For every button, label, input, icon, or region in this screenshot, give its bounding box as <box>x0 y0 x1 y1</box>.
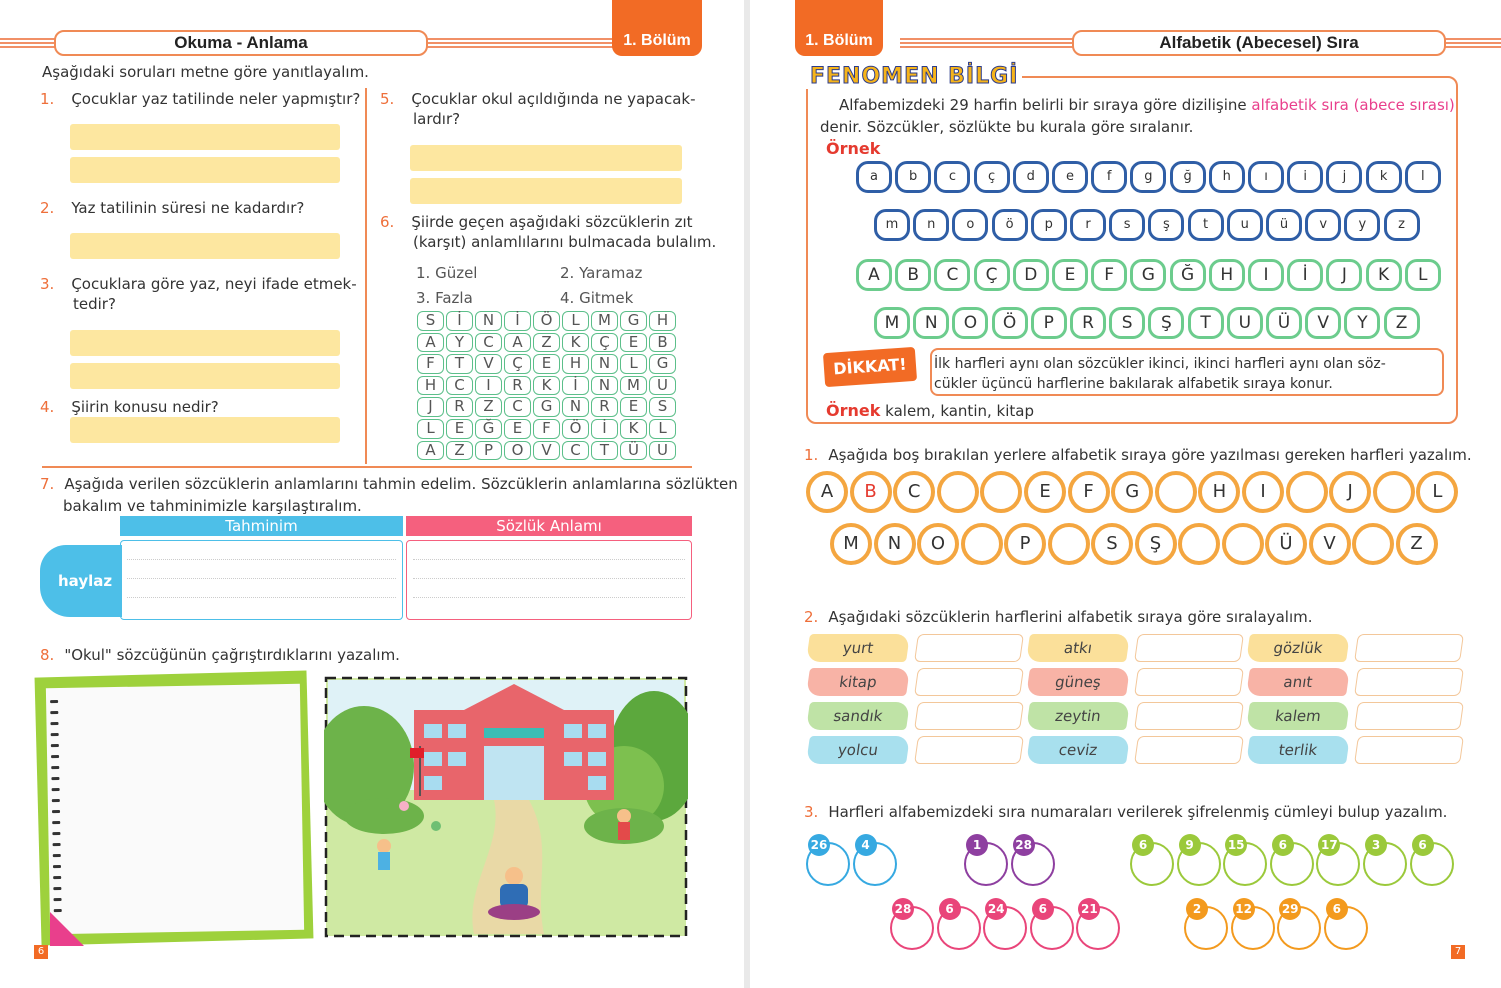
word-search-cell[interactable]: B <box>649 333 676 353</box>
letter-box: h <box>1209 161 1245 193</box>
letter-box: r <box>1070 209 1106 241</box>
word-search-grid[interactable] <box>416 310 677 461</box>
blank-letter-circle[interactable] <box>1222 523 1264 565</box>
word-search-cell[interactable]: C <box>504 397 531 417</box>
word-tag: gözlük <box>1246 634 1350 662</box>
cipher-number-badge: 17 <box>1318 834 1340 856</box>
word-search-cell[interactable]: K <box>533 376 560 396</box>
question-4: 4. Şiirin konusu nedir? <box>40 398 219 416</box>
spiral-ring <box>52 810 60 813</box>
word-tag: atkı <box>1026 634 1130 662</box>
exercise-1: 1. Aşağıda boş bırakılan yerlere alfabetik sıraya göre yazılması gereken harfleri yazalım. <box>804 446 1472 464</box>
letter-box: z <box>1384 209 1420 241</box>
column-header-dictionary: Sözlük Anlamı <box>406 516 692 536</box>
sorted-letters-box[interactable] <box>914 702 1024 730</box>
spiral-ring <box>53 843 61 846</box>
dikkat-text: İlk harfleri aynı olan sözcükler ikinci, ikinci harfleri aynı olan söz- cükler üçüncü harflerine bakılarak alfabetik sıraya konur. <box>934 356 1386 392</box>
question-7: 7. Aşağıda verilen sözcüklerin anlamlarını tahmin edelim. Sözcüklerin anlamlarına sözlükten bakalım ve tahminimizle karşılaştıralım. <box>40 475 738 515</box>
letter-circle: Ü <box>1265 523 1307 565</box>
word-search-cell[interactable]: A <box>417 441 444 461</box>
cipher-number-badge: 24 <box>985 898 1007 920</box>
sorted-letters-box[interactable] <box>1134 668 1244 696</box>
spiral-ring <box>50 711 58 714</box>
word-search-cell[interactable]: H <box>417 376 444 396</box>
word-search-cell[interactable]: L <box>417 419 444 439</box>
cipher-number-badge: 4 <box>855 834 877 856</box>
header-stripes <box>425 38 615 50</box>
fenomen-logo: FENOMEN BİLGİ <box>806 64 1022 89</box>
word-search-cell[interactable]: T <box>446 354 473 374</box>
sorted-letters-box[interactable] <box>1134 634 1244 662</box>
letter-circle: S <box>1091 523 1133 565</box>
letter-box: P <box>1031 307 1067 339</box>
letter-box: Z <box>1384 307 1420 339</box>
word-search-cell[interactable]: O <box>504 441 531 461</box>
letter-box: s <box>1109 209 1145 241</box>
spiral-ring <box>51 777 59 780</box>
letter-box: Ş <box>1148 307 1184 339</box>
word-search-cell[interactable]: N <box>591 354 618 374</box>
letter-circle: Z <box>1396 523 1438 565</box>
letter-box: ğ <box>1170 161 1206 193</box>
letter-box: R <box>1070 307 1106 339</box>
cipher-number-badge: 9 <box>1179 834 1201 856</box>
sorted-letters-box[interactable] <box>1134 702 1244 730</box>
blank-letter-circle[interactable] <box>1178 523 1220 565</box>
letter-circle: J <box>1329 471 1371 513</box>
question-8: 8. "Okul" sözcüğünün çağrıştırdıklarını yazalım. <box>40 646 400 664</box>
word-tag: sandık <box>806 702 910 730</box>
word-search-cell[interactable]: C <box>562 441 589 461</box>
word-search-cell[interactable]: C <box>446 376 473 396</box>
question-2: 2. Yaz tatilinin süresi ne kadardır? <box>40 199 305 217</box>
section-tab: 1. Bölüm <box>795 0 883 56</box>
letter-box: c <box>934 161 970 193</box>
word-search-cell[interactable]: R <box>504 376 531 396</box>
letter-box: I <box>1248 259 1284 291</box>
header-stripes <box>0 38 60 50</box>
exercise-2: 2. Aşağıdaki sözcüklerin harflerini alfabetik sıraya göre sıralayalım. <box>804 608 1313 626</box>
sorted-letters-box[interactable] <box>914 668 1024 696</box>
cipher-number-badge: 6 <box>1326 898 1348 920</box>
notebook-spiral <box>50 700 68 925</box>
sorted-letters-box[interactable] <box>1354 634 1464 662</box>
page-number: 6 <box>34 945 48 959</box>
cipher-number-badge: 6 <box>1132 834 1154 856</box>
column-divider <box>365 88 367 464</box>
word-search-cell[interactable]: Z <box>533 333 560 353</box>
cipher-number-badge: 15 <box>1225 834 1247 856</box>
word-tag: güneş <box>1026 668 1130 696</box>
blank-letter-circle[interactable] <box>1155 471 1197 513</box>
letter-box: b <box>895 161 931 193</box>
page-title: Okuma - Anlama <box>54 30 428 56</box>
word-search-cell[interactable]: İ <box>446 311 473 331</box>
word-search-cell[interactable]: K <box>562 333 589 353</box>
word-search-cell[interactable]: E <box>504 419 531 439</box>
question-6: 6. Şiirde geçen aşağıdaki sözcüklerin zıt (karşıt) anlamlılarını bulmacada bulalım. <box>380 213 717 251</box>
word-search-cell[interactable]: F <box>533 419 560 439</box>
question-5: 5. Çocuklar okul açıldığında ne yapacak- lardır? <box>380 90 696 128</box>
letter-box: f <box>1091 161 1127 193</box>
letter-box: t <box>1188 209 1224 241</box>
info-text-2: denir. Sözcükler, sözlükte bu kurala göre sıralanır. <box>820 118 1194 136</box>
word-tag: zeytin <box>1026 702 1130 730</box>
word-search-cell[interactable]: F <box>417 354 444 374</box>
example-label: Örnek <box>826 139 881 158</box>
blank-letter-circle[interactable] <box>980 471 1022 513</box>
letter-box: F <box>1091 259 1127 291</box>
letter-box: V <box>1305 307 1341 339</box>
word-tag: yurt <box>806 634 910 662</box>
letter-circle: M <box>830 523 872 565</box>
word-tag: anıt <box>1246 668 1350 696</box>
word-search-cell[interactable]: N <box>475 311 502 331</box>
letter-box: A <box>856 259 892 291</box>
letter-box: ö <box>992 209 1028 241</box>
letter-box: M <box>874 307 910 339</box>
letter-box: Ğ <box>1170 259 1206 291</box>
spiral-ring <box>51 744 59 747</box>
intro-text: Aşağıdaki soruları metne göre yanıtlayalım. <box>42 63 369 81</box>
cipher-number-badge: 28 <box>1013 834 1035 856</box>
word-search-cell[interactable]: T <box>591 441 618 461</box>
word-search-cell[interactable]: H <box>562 354 589 374</box>
spiral-ring <box>54 898 62 901</box>
word-search-cell[interactable]: K <box>620 419 647 439</box>
letter-box: N <box>913 307 949 339</box>
letter-box: ş <box>1148 209 1184 241</box>
word-search-cell[interactable]: Ç <box>504 354 531 374</box>
blank-letter-circle[interactable] <box>961 523 1003 565</box>
letter-box: ç <box>974 161 1010 193</box>
word-label: haylaz <box>40 545 122 617</box>
cipher-number-badge: 1 <box>966 834 988 856</box>
letter-box: ü <box>1266 209 1302 241</box>
sorted-letters-box[interactable] <box>1354 668 1464 696</box>
word-search-cell[interactable]: Y <box>446 333 473 353</box>
letter-box: e <box>1052 161 1088 193</box>
letter-box: G <box>1130 259 1166 291</box>
word-search-cell[interactable]: E <box>620 333 647 353</box>
letter-circle: P <box>1004 523 1046 565</box>
word-search-cell[interactable]: N <box>591 376 618 396</box>
letter-box: C <box>934 259 970 291</box>
letter-box: Ö <box>992 307 1028 339</box>
word-search-cell[interactable]: G <box>649 354 676 374</box>
word-search-cell[interactable]: L <box>562 311 589 331</box>
letter-box: d <box>1013 161 1049 193</box>
word-search-cell[interactable]: E <box>533 354 560 374</box>
notebook-page[interactable] <box>46 684 304 934</box>
cipher-number-badge: 12 <box>1233 898 1255 920</box>
letter-box: B <box>895 259 931 291</box>
letter-circle: N <box>874 523 916 565</box>
word-search-cell[interactable]: Ö <box>533 311 560 331</box>
word-search-cell[interactable]: L <box>649 419 676 439</box>
blank-letter-circle[interactable] <box>1373 471 1415 513</box>
word-search-cell[interactable]: Ğ <box>475 419 502 439</box>
word-search-cell[interactable]: R <box>446 397 473 417</box>
letter-box: k <box>1366 161 1402 193</box>
letter-circle: G <box>1111 471 1153 513</box>
word-search-cell[interactable]: Ö <box>562 419 589 439</box>
word-search-cell[interactable]: P <box>475 441 502 461</box>
letter-box: L <box>1405 259 1441 291</box>
spiral-ring <box>50 722 58 725</box>
letter-circle: B <box>850 471 892 513</box>
spiral-ring <box>51 755 59 758</box>
info-text-1: Alfabemizdeki 29 harfin belirli bir sıraya göre dizilişine alfabetik sıra (abece sırası) <box>839 96 1455 114</box>
dikkat-label: DİKKAT! <box>823 347 917 387</box>
blank-letter-circle[interactable] <box>937 471 979 513</box>
clue-3: 3. Fazla <box>416 289 473 307</box>
letter-box: D <box>1013 259 1049 291</box>
word-search-cell[interactable]: G <box>533 397 560 417</box>
clue-4: 4. Gitmek <box>560 289 634 307</box>
answer-line[interactable] <box>70 330 340 356</box>
spiral-ring <box>51 733 59 736</box>
word-search-cell[interactable]: M <box>620 376 647 396</box>
page-number: 7 <box>1451 945 1465 959</box>
answer-line[interactable] <box>410 178 682 204</box>
word-search-cell[interactable]: G <box>620 311 647 331</box>
word-search-cell[interactable]: N <box>562 397 589 417</box>
letter-circle: H <box>1198 471 1240 513</box>
letter-box: U <box>1227 307 1263 339</box>
word-search-cell[interactable]: J <box>417 397 444 417</box>
word-search-cell[interactable]: V <box>533 441 560 461</box>
word-search-cell[interactable]: İ <box>504 311 531 331</box>
spiral-ring <box>52 821 60 824</box>
answer-line[interactable] <box>70 417 340 443</box>
word-search-cell[interactable]: U <box>649 441 676 461</box>
letter-box: J <box>1326 259 1362 291</box>
spiral-ring <box>53 865 61 868</box>
word-search-cell[interactable]: E <box>620 397 647 417</box>
spiral-ring <box>52 832 60 835</box>
answer-line[interactable] <box>70 363 340 389</box>
word-search-cell[interactable]: İ <box>562 376 589 396</box>
word-search-cell[interactable]: Ü <box>620 441 647 461</box>
blank-letter-circle[interactable] <box>1286 471 1328 513</box>
blank-letter-circle[interactable] <box>1352 523 1394 565</box>
letter-box: v <box>1305 209 1341 241</box>
letter-box: p <box>1031 209 1067 241</box>
school-illustration <box>324 676 688 938</box>
dictionary-box[interactable] <box>406 540 692 620</box>
word-search-cell[interactable]: Ç <box>591 333 618 353</box>
letter-box: E <box>1052 259 1088 291</box>
word-search-cell[interactable]: H <box>649 311 676 331</box>
letter-box: y <box>1344 209 1380 241</box>
word-search-cell[interactable]: A <box>417 333 444 353</box>
header-stripes <box>1443 38 1501 50</box>
word-search-cell[interactable]: E <box>446 419 473 439</box>
letter-box: l <box>1405 161 1441 193</box>
spiral-ring <box>53 876 61 879</box>
cipher-number-badge: 21 <box>1078 898 1100 920</box>
word-search-cell[interactable]: S <box>417 311 444 331</box>
word-search-cell[interactable]: L <box>620 354 647 374</box>
word-tag: kitap <box>806 668 910 696</box>
word-search-cell[interactable]: R <box>591 397 618 417</box>
letter-circle: C <box>893 471 935 513</box>
sorted-letters-box[interactable] <box>1354 736 1464 764</box>
letter-box: H <box>1209 259 1245 291</box>
letter-circle: V <box>1309 523 1351 565</box>
letter-box: K <box>1366 259 1402 291</box>
word-tag: yolcu <box>806 736 910 764</box>
letter-box: i <box>1287 161 1323 193</box>
letter-box: o <box>952 209 988 241</box>
word-search-cell[interactable]: C <box>475 333 502 353</box>
question-3: 3. Çocuklara göre yaz, neyi ifade etmek- tedir? <box>40 275 357 313</box>
clue-1: 1. Güzel <box>416 264 478 282</box>
cipher-number-badge: 6 <box>939 898 961 920</box>
clue-2: 2. Yaramaz <box>560 264 643 282</box>
letter-circle: I <box>1242 471 1284 513</box>
letter-box: u <box>1227 209 1263 241</box>
sorted-letters-box[interactable] <box>914 634 1024 662</box>
word-search-cell[interactable]: A <box>504 333 531 353</box>
cipher-number-badge: 29 <box>1279 898 1301 920</box>
sorted-letters-box[interactable] <box>1354 702 1464 730</box>
sorted-letters-box[interactable] <box>1134 736 1244 764</box>
letter-box: j <box>1326 161 1362 193</box>
letter-circle: L <box>1416 471 1458 513</box>
letter-circle: O <box>917 523 959 565</box>
right-page <box>750 0 1501 988</box>
section-tab: 1. Bölüm <box>612 0 702 56</box>
answer-line[interactable] <box>70 157 340 183</box>
answer-line[interactable] <box>70 233 340 259</box>
letter-box: g <box>1130 161 1166 193</box>
letter-circle: F <box>1068 471 1110 513</box>
letter-circle: A <box>806 471 848 513</box>
letter-box: a <box>856 161 892 193</box>
word-tag: ceviz <box>1026 736 1130 764</box>
letter-box: T <box>1188 307 1224 339</box>
header-stripes <box>900 38 1075 50</box>
letter-box: n <box>913 209 949 241</box>
word-search-cell[interactable]: I <box>475 376 502 396</box>
letter-box: ı <box>1248 161 1284 193</box>
word-tag: kalem <box>1246 702 1350 730</box>
letter-box: Ü <box>1266 307 1302 339</box>
cipher-number-badge: 3 <box>1365 834 1387 856</box>
word-search-cell[interactable]: Z <box>446 441 473 461</box>
word-search-cell[interactable]: U <box>649 376 676 396</box>
word-search-cell[interactable]: V <box>475 354 502 374</box>
word-search-cell[interactable]: S <box>649 397 676 417</box>
letter-box: m <box>874 209 910 241</box>
letter-box: O <box>952 307 988 339</box>
section-divider <box>42 466 692 468</box>
spiral-ring <box>52 799 60 802</box>
column-header-guess: Tahminim <box>120 516 403 536</box>
cipher-number-badge: 6 <box>1272 834 1294 856</box>
word-tag: terlik <box>1246 736 1350 764</box>
spiral-ring <box>53 887 61 890</box>
left-page <box>0 0 744 988</box>
word-search-cell[interactable]: Z <box>475 397 502 417</box>
answer-line[interactable] <box>410 145 682 171</box>
cipher-number-badge: 6 <box>1412 834 1434 856</box>
sorted-letters-box[interactable] <box>914 736 1024 764</box>
letter-box: S <box>1109 307 1145 339</box>
question-1: 1. Çocuklar yaz tatilinde neler yapmıştır? <box>40 90 361 108</box>
word-search-cell[interactable]: M <box>591 311 618 331</box>
guess-box[interactable] <box>120 540 403 620</box>
spiral-ring <box>51 766 59 769</box>
letter-circle: Ş <box>1135 523 1177 565</box>
spiral-ring <box>52 788 60 791</box>
cipher-number-badge: 6 <box>1032 898 1054 920</box>
letter-circle: E <box>1024 471 1066 513</box>
letter-box: İ <box>1287 259 1323 291</box>
letter-box: Y <box>1344 307 1380 339</box>
answer-line[interactable] <box>70 124 340 150</box>
example-2: Örnek kalem, kantin, kitap <box>826 401 1034 420</box>
word-search-cell[interactable]: İ <box>591 419 618 439</box>
cipher-number-badge: 2 <box>1186 898 1208 920</box>
blank-letter-circle[interactable] <box>1048 523 1090 565</box>
cipher-number-badge: 26 <box>808 834 830 856</box>
spiral-ring <box>53 854 61 857</box>
exercise-3: 3. Harfleri alfabemizdeki sıra numaraları verilerek şifrelenmiş cümleyi bulup yazalım. <box>804 803 1448 821</box>
letter-box: Ç <box>974 259 1010 291</box>
spiral-ring <box>50 700 58 703</box>
cipher-number-badge: 28 <box>892 898 914 920</box>
corner-decoration <box>50 912 84 946</box>
page-title: Alfabetik (Abecesel) Sıra <box>1072 30 1446 56</box>
